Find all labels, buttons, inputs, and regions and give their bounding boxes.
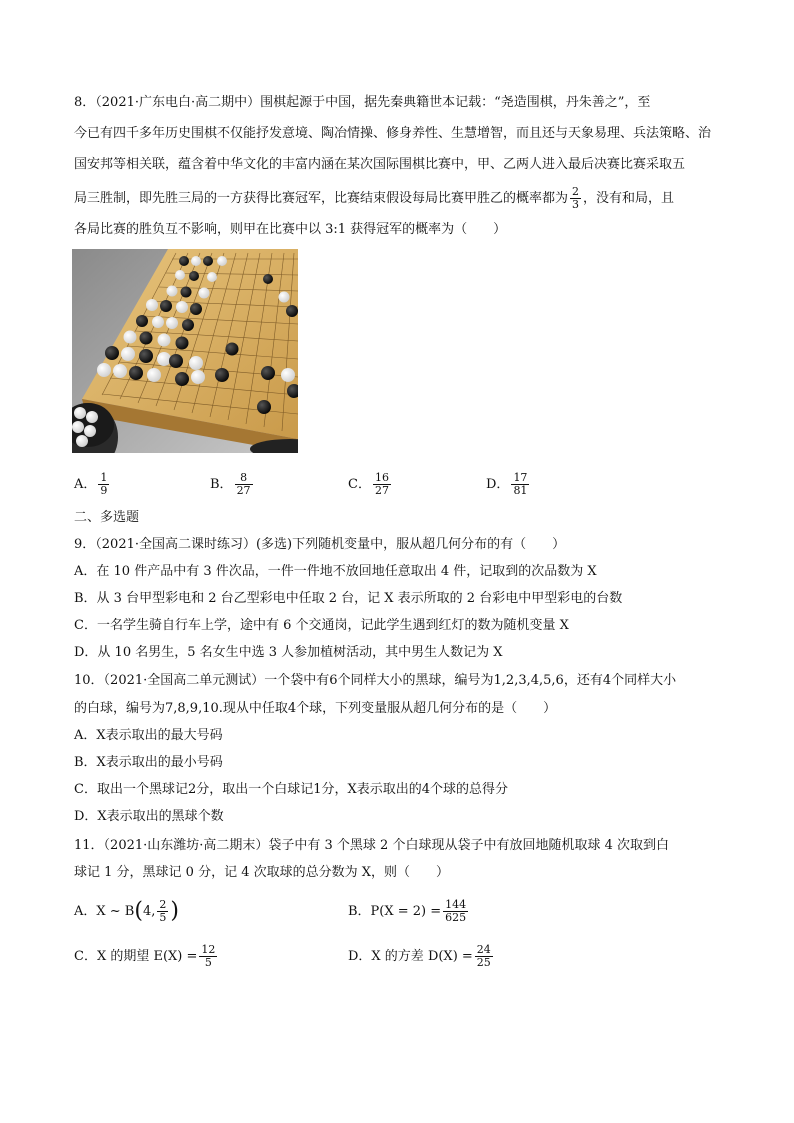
q8-option-a-label: A．: [74, 477, 97, 492]
q8-option-d-frac: [511, 472, 529, 497]
q11-option-d: [348, 944, 495, 969]
q8-line-4b: ，没有和局，且: [583, 191, 675, 206]
q11-option-c-den: 5: [199, 956, 217, 969]
q10-option-a: A．X表示取出的最大号码: [74, 728, 223, 743]
q8-line-3: 国安邦等相关联，蕴含着中华文化的丰富内涵在某次国际围棋比赛中，甲、乙两人进入最后决赛比赛采取五: [74, 157, 686, 172]
q9-stem: 9．（2021·全国高二课时练习）(多选)下列随机变量中，服从超几何分布的有（ ）: [74, 537, 566, 552]
q10-line-1: 10．（2021·全国高二单元测试）一个袋中有6个同样大小的黑球，编号为1,2,3,4,5,6，还有4个同样大小: [74, 673, 677, 688]
q11-option-c-frac: [199, 944, 217, 969]
q10-line-2: 的白球，编号为7,8,9,10.现从中任取4个球，下列变量服从超几何分布的是（ ）: [74, 701, 557, 716]
q11-option-d-num: 24: [476, 943, 491, 956]
q8-option-b-den: 27: [236, 484, 251, 497]
q11-option-a-arg: 4,: [142, 904, 156, 919]
q11-option-a-num: 2: [159, 898, 167, 911]
q8-option-d: [486, 472, 531, 497]
q9-option-c: C．一名学生骑自行车上学，途中有 6 个交通岗，记此学生遇到红灯的数为随机变量 X: [74, 618, 569, 633]
q11-option-a-rparen: ): [170, 898, 179, 924]
q8-option-b-frac: [235, 472, 253, 497]
q8-option-b-label: B．: [210, 477, 233, 492]
q8-option-b: [210, 472, 255, 497]
q11-option-a-lparen: (: [134, 898, 143, 924]
q8-option-c-frac: [373, 472, 391, 497]
q8-line-4: [74, 186, 674, 211]
q8-option-d-num: 17: [513, 471, 528, 484]
q8-option-c-num: 16: [374, 471, 389, 484]
q11-option-b: [348, 899, 470, 924]
q11-option-d-text: D．X 的方差 D(X) =: [348, 949, 473, 964]
q10-option-b: B．X表示取出的最小号码: [74, 755, 223, 770]
q8-line-1: 8．（2021·广东电白·高二期中）围棋起源于中国，据先秦典籍世本记载：“尧造围棋，丹朱善之”，至: [74, 95, 651, 110]
section-heading: 二、多选题: [74, 510, 140, 525]
q10-option-c: C．取出一个黑球记2分，取出一个白球记1分，X表示取出的4个球的总得分: [74, 782, 509, 797]
q8-fraction: [570, 186, 581, 211]
q11-option-b-den: 625: [445, 911, 467, 924]
q8-frac-num: 2: [572, 185, 580, 198]
q11-option-d-den: 25: [476, 956, 491, 969]
q11-option-d-frac: [475, 944, 493, 969]
q8-option-a-frac: [98, 472, 109, 497]
q11-line-1: 11．（2021·山东潍坊·高二期末）袋子中有 3 个黑球 2 个白球现从袋子中有放回地随机取球 4 次取到白: [74, 838, 669, 853]
q11-option-a-den: 5: [159, 911, 167, 924]
q8-option-a-den: 9: [100, 484, 108, 497]
q8-frac-den: 3: [572, 198, 580, 211]
q8-option-d-den: 81: [513, 484, 528, 497]
q8-option-c-den: 27: [374, 484, 389, 497]
q10-option-d: D．X表示取出的黑球个数: [74, 809, 224, 824]
q11-option-a: [74, 899, 179, 924]
go-board-image: [72, 249, 298, 453]
q9-option-b: B．从 3 台甲型彩电和 2 台乙型彩电中任取 2 台，记 X 表示所取的 2 台彩电中甲型彩电的台数: [74, 591, 623, 606]
q9-option-d: D．从 10 名男生，5 名女生中选 3 人参加植树活动，其中男生人数记为 X: [74, 645, 503, 660]
q11-option-b-num: 144: [445, 898, 467, 911]
q11-line-2: 球记 1 分，黑球记 0 分，记 4 次取球的总分数为 X，则（ ）: [74, 865, 449, 880]
q11-option-b-text: B．P(X = 2) =: [348, 904, 442, 919]
q8-option-a-num: 1: [100, 471, 108, 484]
q11-option-c-num: 12: [201, 943, 216, 956]
q8-line-4a: 局三胜制，即先胜三局的一方获得比赛冠军，比赛结束假设每局比赛甲胜乙的概率都为: [74, 191, 569, 206]
q9-option-a: A．在 10 件产品中有 3 件次品，一件一件地不放回地任意取出 4 件，记取到的次品数为 X: [74, 564, 597, 579]
q11-option-a-text: A．X ~ B: [74, 904, 135, 919]
q8-option-a: [74, 472, 111, 497]
q8-option-c: [348, 472, 393, 497]
q11-option-b-frac: [443, 899, 468, 924]
q8-line-2: 今已有四千多年历史围棋不仅能抒发意境、陶冶情操、修身养性、生慧增智，而且还与天象易理、兵法策略、治: [74, 126, 712, 141]
q8-option-c-label: C．: [348, 477, 371, 492]
q8-option-b-num: 8: [240, 471, 248, 484]
q11-option-c: [74, 944, 219, 969]
q8-line-5: 各局比赛的胜负互不影响，则甲在比赛中以 3:1 获得冠军的概率为（ ）: [74, 222, 507, 237]
q8-option-d-label: D．: [486, 477, 510, 492]
q11-option-a-frac: [157, 899, 168, 924]
go-board-svg: [72, 249, 298, 453]
q11-option-c-text: C．X 的期望 E(X) =: [74, 949, 198, 964]
